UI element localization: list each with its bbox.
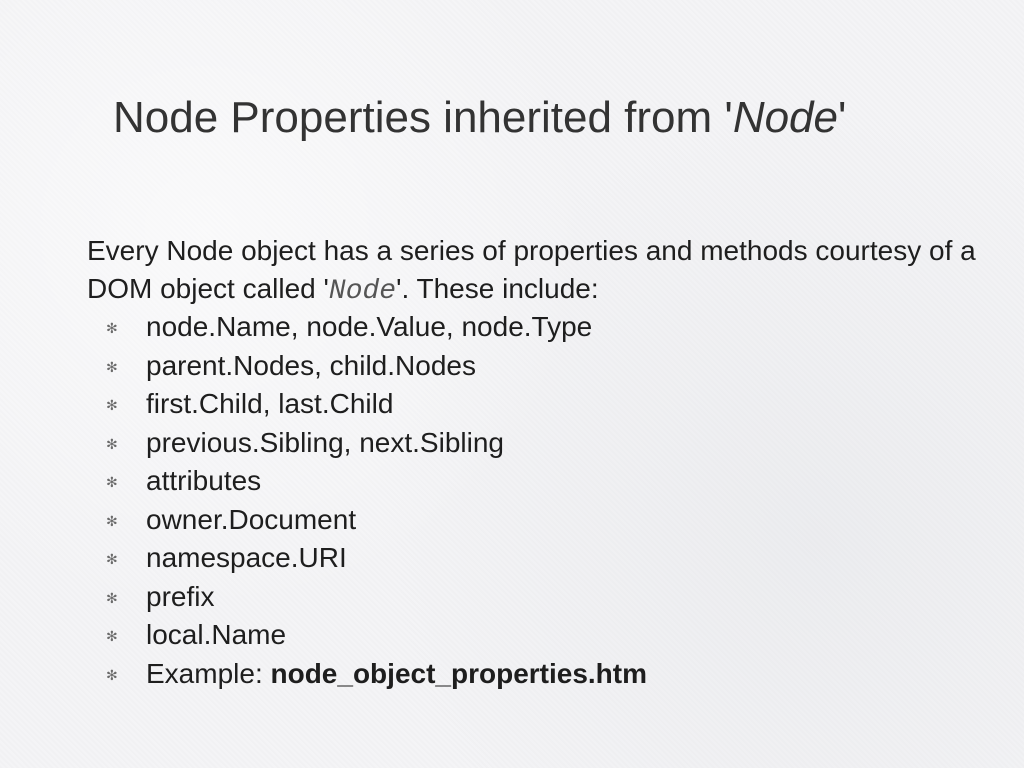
list-item-text: namespace.URI [146, 542, 347, 573]
list-item-text: node.Name, node.Value, node.Type [146, 311, 593, 342]
sparkle-icon: ✻ [106, 512, 118, 529]
slide-title-prefix: Node Properties inherited from ' [113, 93, 733, 142]
sparkle-icon: ✻ [106, 628, 118, 644]
slide-title-italic: Node [732, 93, 838, 142]
list-item [106, 539, 647, 578]
intro-text-end: '. These include: [396, 273, 599, 304]
list-item-text: previous.Sibling, next.Sibling [146, 426, 504, 458]
list-item-text: prefix [146, 580, 215, 612]
example-item [106, 655, 647, 694]
sparkle-icon: ✻ [106, 589, 118, 606]
intro-text: Every Node object has a series of properties and methods courtesy of a DOM object called ' [87, 235, 976, 304]
list-item-text: parent.Nodes, child.Nodes [146, 349, 476, 381]
sparkle-icon: ✻ [106, 474, 118, 490]
list-item [106, 424, 647, 463]
list-item [106, 308, 647, 347]
sparkle-icon: ✻ [106, 666, 118, 683]
sparkle-icon: ✻ [106, 551, 118, 567]
list-item [106, 616, 647, 655]
example-link[interactable]: node_object_properties.htm [270, 657, 648, 689]
list-item-text: first.Child, last.Child [146, 388, 394, 419]
list-item [106, 385, 647, 424]
intro-paragraph [87, 232, 987, 311]
list-item [106, 347, 647, 386]
list-item [106, 462, 647, 501]
list-item-text: attributes [146, 465, 262, 496]
list-item-text: local.Name [146, 619, 287, 650]
sparkle-icon: ✻ [106, 435, 118, 452]
example-label: Example: [146, 657, 271, 689]
list-item-text: owner.Document [146, 503, 357, 535]
intro-code: Node [328, 276, 397, 307]
list-item [106, 501, 647, 540]
list-item [106, 578, 647, 617]
sparkle-icon: ✻ [106, 358, 118, 375]
property-list [106, 308, 647, 693]
sparkle-icon: ✻ [106, 397, 118, 413]
slide-title-suffix: ' [838, 93, 847, 142]
slide-title [113, 90, 846, 146]
sparkle-icon: ✻ [106, 320, 118, 336]
